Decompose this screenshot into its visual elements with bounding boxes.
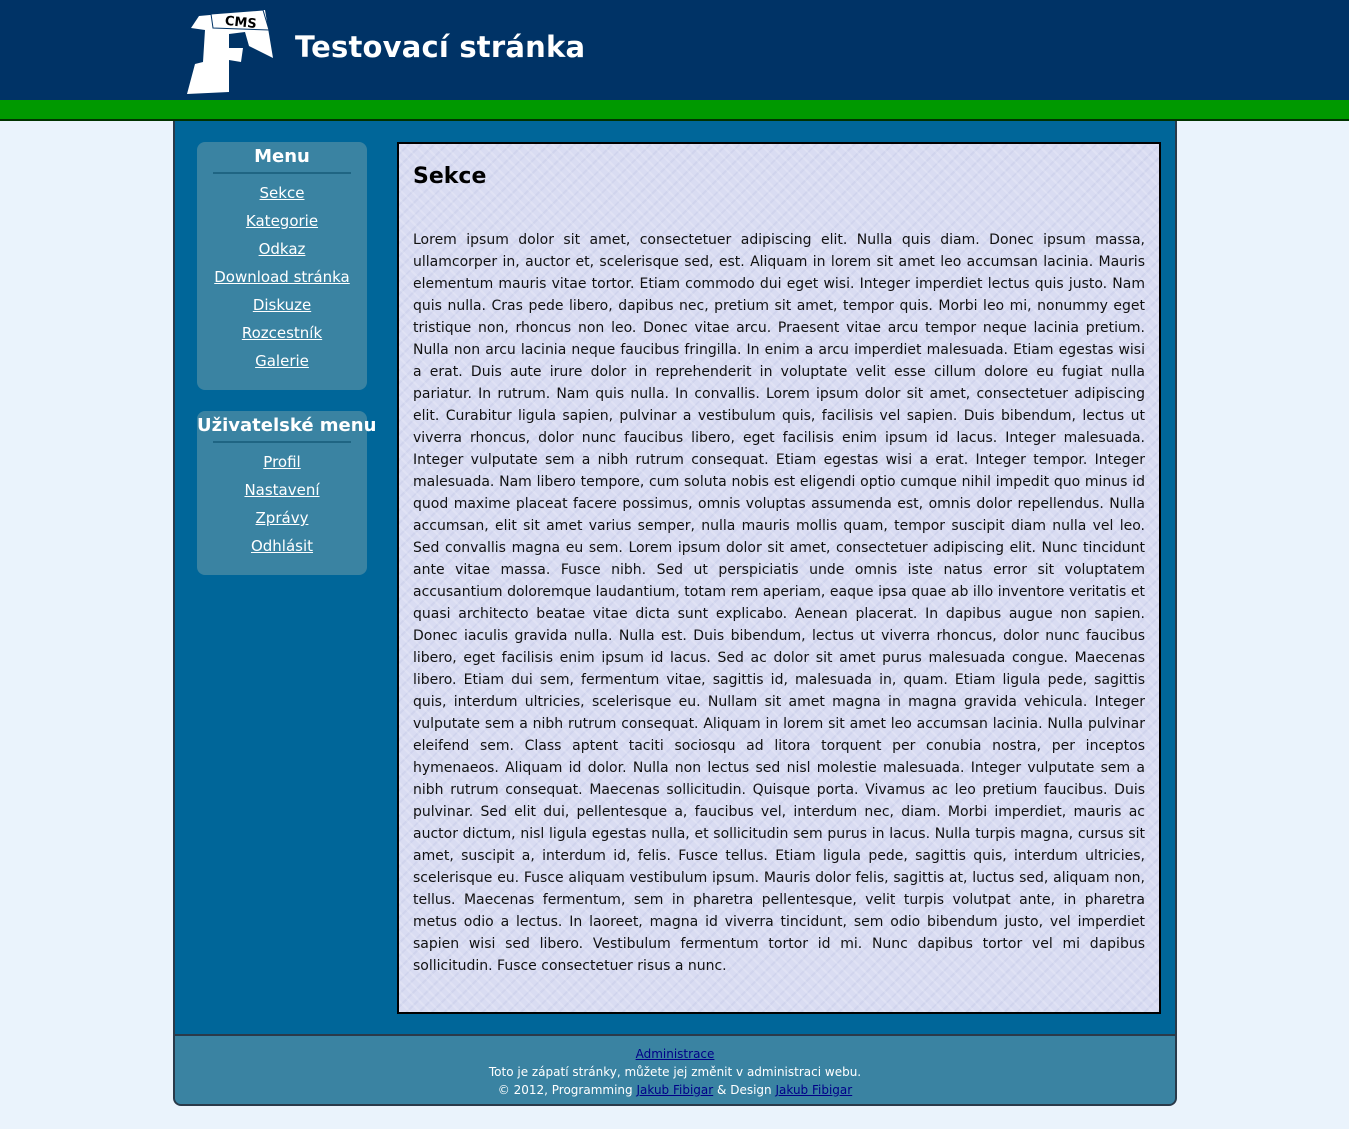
menu-link-galerie[interactable]: Galerie xyxy=(255,352,309,370)
user-menu-link-nastaveni[interactable]: Nastavení xyxy=(244,481,320,499)
footer-programmer-link[interactable]: Jakub Fibigar xyxy=(636,1083,714,1097)
main-menu xyxy=(197,142,367,390)
main-menu-list xyxy=(197,174,367,375)
menu-item-diskuze xyxy=(197,291,367,319)
menu-link-kategorie[interactable]: Kategorie xyxy=(245,212,319,230)
site-header xyxy=(0,0,1349,100)
footer xyxy=(175,1034,1175,1104)
menu-item-kategorie xyxy=(197,207,367,235)
menu-link-sekce[interactable]: Sekce xyxy=(259,184,305,202)
footer-admin-link[interactable]: Administrace xyxy=(635,1047,715,1061)
user-menu-link-zpravy[interactable]: Zprávy xyxy=(255,509,309,527)
header-stripe xyxy=(0,100,1349,121)
svg-text:CMS: CMS xyxy=(224,13,258,33)
main-menu-heading: Menu xyxy=(254,146,310,167)
content-title: Sekce xyxy=(413,164,487,189)
content-text: Lorem ipsum dolor sit amet, consectetuer adipiscing elit. Nulla quis diam. Donec ipsum massa, ullamcorper in, auctor et, scelerisque sed, est. Aliquam in lorem sit amet leo accumsan lacinia. Mauris elementum mauris vitae tortor. Etiam commodo dui eget wisi. Integer imperdiet lectus quis justo. Nam quis nulla. Cras pede libero, dapibus nec, pretium sit amet, tempor quis. Morbi leo mi, nonummy eget tristique non, rhoncus non leo. Donec vitae arcu. Praesent vitae arcu tempor neque lacinia pretium. Nulla non arcu lacinia neque faucibus fringilla. In enim a arcu imperdiet malesuada. Etiam egestas wisi a erat. Duis aute irure dolor in reprehenderit in voluptate velit esse cillum dolore eu fugiat nulla pariatur. In rutrum. Nam quis nulla. In convallis. Lorem ipsum dolor sit amet, consectetuer adipiscing elit. Curabitur ligula sapien, pulvinar a vestibulum quis, facilisis vel sapien. Duis bibendum, lectus ut viverra rhoncus, dolor nunc faucibus libero, eget facilisis enim ipsum id lacus. Integer malesuada. Integer vulputate sem a nibh rutrum consequat. Etiam egestas wisi a erat. Integer tempor. Integer malesuada. Nam libero tempore, cum soluta nobis est eligendi optio cumque nihil impedit quo minus id quod maxime placeat facere possimus, omnis voluptas assumenda est, omnis dolor repellendus. Nulla accumsan, elit sit amet varius semper, nulla mauris mollis quam, tempor suscipit diam nulla vel leo. Sed convallis magna eu sem. Lorem ipsum dolor sit amet, consectetuer adipiscing elit. Nunc tincidunt ante vitae massa. Fusce nibh. Sed ut perspiciatis unde omnis iste natus error sit voluptatem accusantium doloremque laudantium, totam rem aperiam, eaque ipsa quae ab illo inventore veritatis et quasi architecto beatae vitae dicta sunt explicabo. Aenean placerat. In dapibus augue non sapien. Donec iaculis gravida nulla. Nulla est. Duis bibendum, lectus ut viverra rhoncus, dolor nunc faucibus libero, eget facilisis enim ipsum id lacus. Sed ac dolor sit amet purus malesuada congue. Maecenas libero. Etiam dui sem, fermentum vitae, sagittis id, malesuada in, quam. Etiam ligula pede, sagittis quis, interdum ultricies, scelerisque eu. Nullam sit amet magna in magna gravida vehicula. Integer vulputate sem a nibh rutrum consequat. Aliquam in lorem sit amet leo accumsan lacinia. Nulla pulvinar eleifend sem. Class aptent taciti sociosqu ad litora torquent per conubia nostra, per inceptos hymenaeos. Aliquam id dolor. Nulla non lectus sed nisl molestie malesuada. Integer vulputate sem a nibh rutrum consequat. Maecenas sollicitudin. Quisque porta. Vivamus ac leo pretium faucibus. Duis pulvinar. Sed elit dui, pellentesque a, faucibus vel, interdum nec, diam. Morbi imperdiet, mauris ac auctor dictum, nisl ligula egestas nulla, et sollicitudin sem purus in lacus. Nulla turpis magna, cursus sit amet, suscipit a, interdum id, felis. Fusce tellus. Etiam ligula pede, sagittis quis, interdum ultricies, scelerisque eu. Fusce aliquam vestibulum ipsum. Mauris dolor felis, sagittis at, luctus sed, aliquam non, tellus. Maecenas fermentum, sem in pharetra pellentesque, velit turpis volutpat ante, in pharetra metus odio a lectus. In laoreet, magna id viverra tincidunt, sem odio bibendum justo, vel imperdiet sapien wisi sed libero. Vestibulum fermentum tortor id mi. Nunc dapibus tortor vel mi dapibus sollicitudin. Fusce consectetuer risus a nunc. xyxy=(413,232,1145,974)
footer-copyright-line xyxy=(175,1081,1175,1099)
content-panel xyxy=(397,142,1161,1014)
menu-link-download[interactable]: Download stránka xyxy=(214,268,350,286)
page-wrapper xyxy=(173,121,1177,1106)
footer-design-prefix: & Design xyxy=(717,1083,772,1097)
footer-designer-link[interactable]: Jakub Fibigar xyxy=(775,1083,853,1097)
user-menu-item-zpravy xyxy=(197,504,367,532)
user-menu-item-profil xyxy=(197,448,367,476)
cms-logo-icon[interactable] xyxy=(185,8,275,94)
user-menu-link-odhlasit[interactable]: Odhlásit xyxy=(250,537,314,555)
menu-item-sekce xyxy=(197,179,367,207)
user-menu xyxy=(197,411,377,575)
menu-item-download xyxy=(197,263,367,291)
footer-admin-line xyxy=(175,1045,1175,1063)
user-menu-heading: Uživatelské menu xyxy=(197,415,377,436)
menu-item-galerie xyxy=(197,347,367,375)
user-menu-item-odhlasit xyxy=(197,532,367,560)
menu-link-odkaz[interactable]: Odkaz xyxy=(258,240,306,258)
site-title: Testovací stránka xyxy=(295,30,586,64)
menu-link-rozcestnik[interactable]: Rozcestník xyxy=(241,324,323,342)
menu-link-diskuze[interactable]: Diskuze xyxy=(252,296,312,314)
user-menu-list xyxy=(197,443,367,560)
menu-item-odkaz xyxy=(197,235,367,263)
menu-item-rozcestnik xyxy=(197,319,367,347)
footer-note: Toto je zápatí stránky, můžete jej změnit v administraci webu. xyxy=(488,1065,862,1079)
footer-copyright-prefix: © 2012, Programming xyxy=(497,1083,633,1097)
user-menu-link-profil[interactable]: Profil xyxy=(263,453,301,471)
user-menu-item-nastaveni xyxy=(197,476,367,504)
